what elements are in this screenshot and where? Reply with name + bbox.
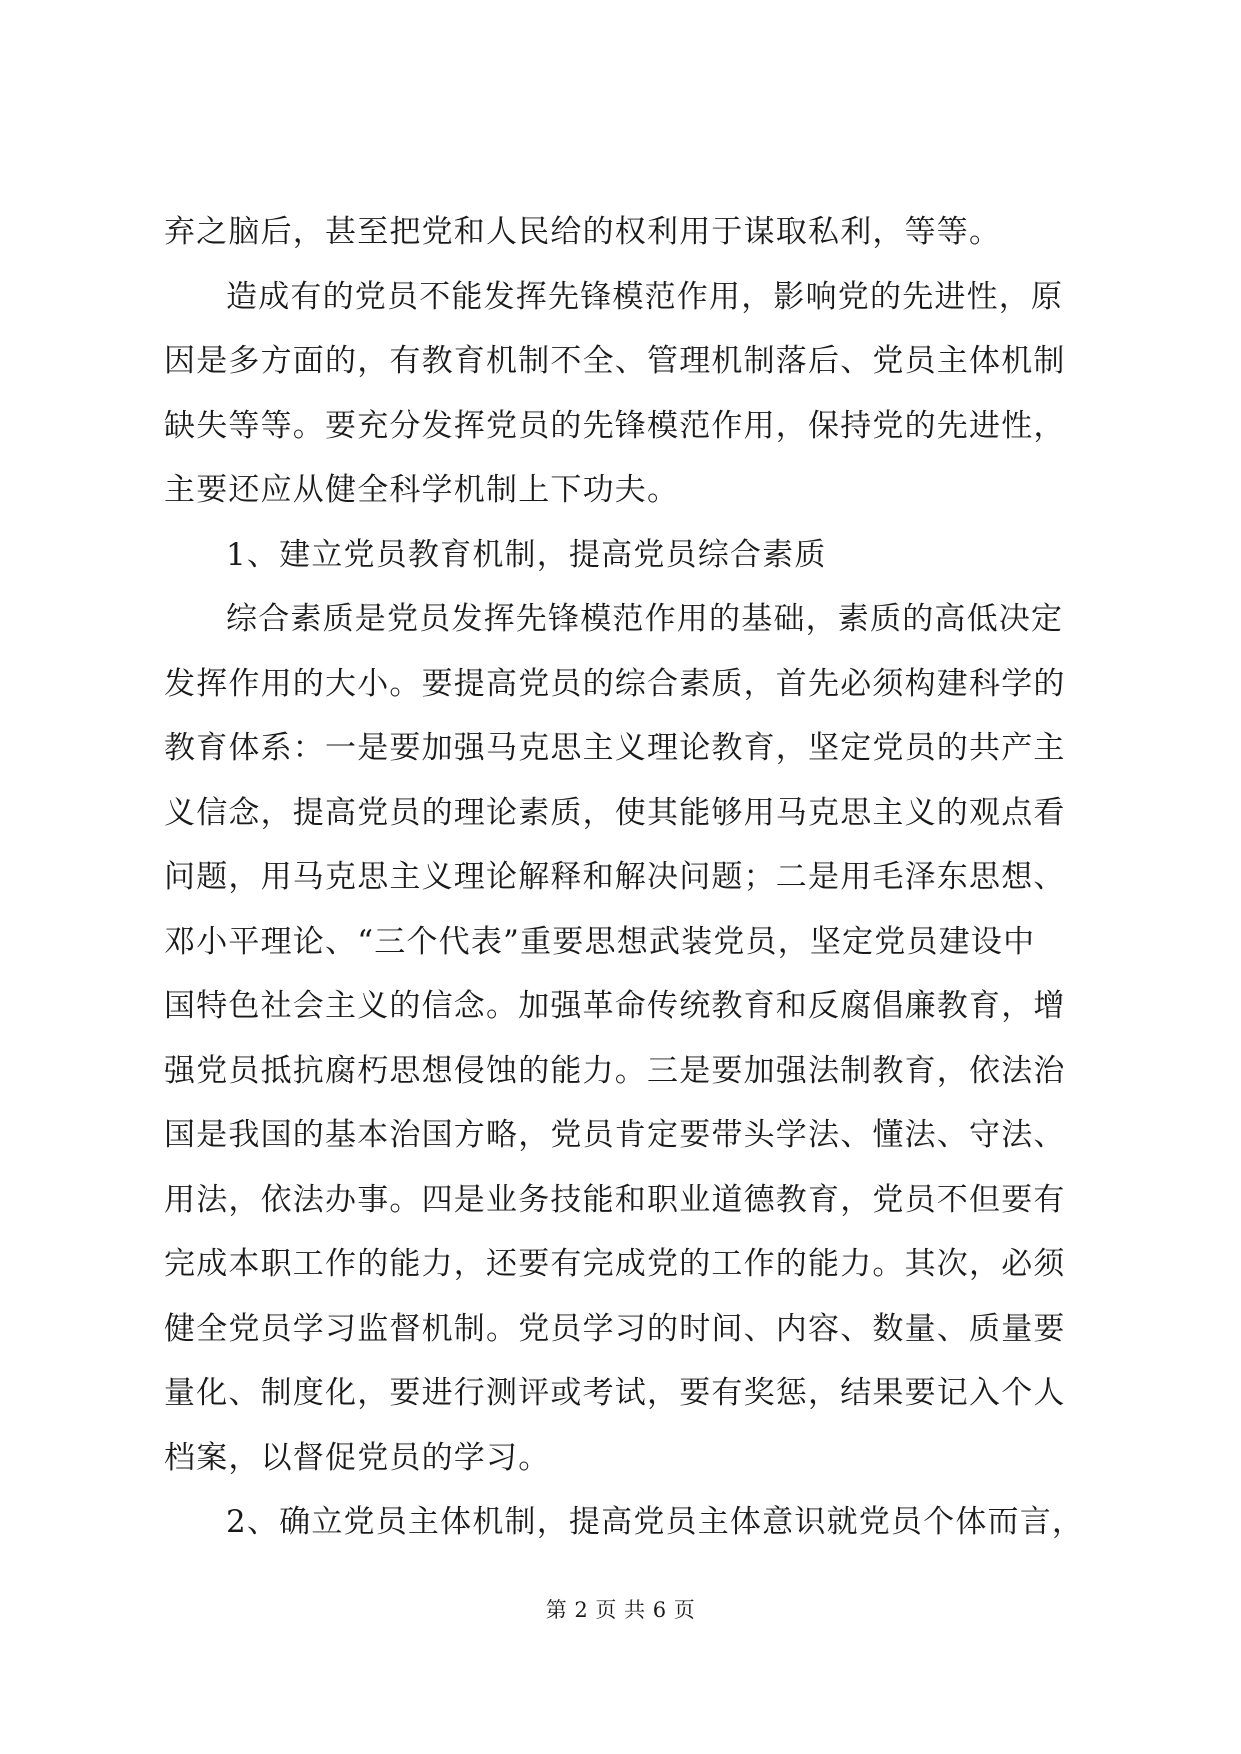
page-number-footer: 第 2 页 共 6 页: [545, 1598, 696, 1622]
text-line: 国是我国的基本治国方略，党员肯定要带头学法、懂法、守法、: [164, 1117, 1066, 1153]
text-line: 邓小平理论、“三个代表”重要思想武装党员，坚定党员建设中: [164, 923, 1036, 960]
paragraph-first-line: 造成有的党员不能发挥先锋模范作用，影响党的先进性，原: [226, 278, 1064, 315]
text-line: 教育体系：一是要加强马克思主义理论教育，坚定党员的共产主: [164, 730, 1066, 766]
text-line: 主要还应从健全科学机制上下功夫。: [164, 472, 680, 508]
text-line: 用法，依法办事。四是业务技能和职业道德教育，党员不但要有: [164, 1181, 1066, 1218]
text-line: 发挥作用的大小。要提高党员的综合素质，首先必须构建科学的: [164, 665, 1066, 702]
text-line: 国特色社会主义的信念。加强革命传统教育和反腐倡廉教育，增: [164, 988, 1066, 1024]
text-line: 完成本职工作的能力，还要有完成党的工作的能力。其次，必须: [164, 1246, 1066, 1282]
text-line: 弃之脑后，甚至把党和人民给的权利用于谋取私利，等等。: [164, 214, 1002, 250]
body-text: [164, 200, 1084, 1555]
text-line: 问题，用马克思主义理论解释和解决问题；二是用毛泽东思想、: [164, 859, 1066, 895]
text-line: 量化、制度化，要进行测评或考试，要有奖惩，结果要记入个人: [164, 1375, 1066, 1411]
section-heading-2: 2、确立党员主体机制，提高党员主体意识就党员个体而言，: [226, 1504, 1085, 1540]
text-line: 因是多方面的，有教育机制不全、管理机制落后、党员主体机制: [164, 343, 1066, 379]
text-line: 强党员抵抗腐朽思想侵蚀的能力。三是要加强法制教育，依法治: [164, 1052, 1066, 1089]
text-line: 档案，以督促党员的学习。: [164, 1439, 551, 1476]
text-line: 缺失等等。要充分发挥党员的先锋模范作用，保持党的先进性，: [164, 407, 1066, 444]
text-line: 健全党员学习监督机制。党员学习的时间、内容、数量、质量要: [164, 1310, 1066, 1347]
paragraph-first-line: 综合素质是党员发挥先锋模范作用的基础，素质的高低决定: [226, 601, 1064, 637]
section-heading-1: 1、建立党员教育机制，提高党员综合素质: [226, 536, 827, 573]
text-line: 义信念，提高党员的理论素质，使其能够用马克思主义的观点看: [164, 794, 1066, 831]
